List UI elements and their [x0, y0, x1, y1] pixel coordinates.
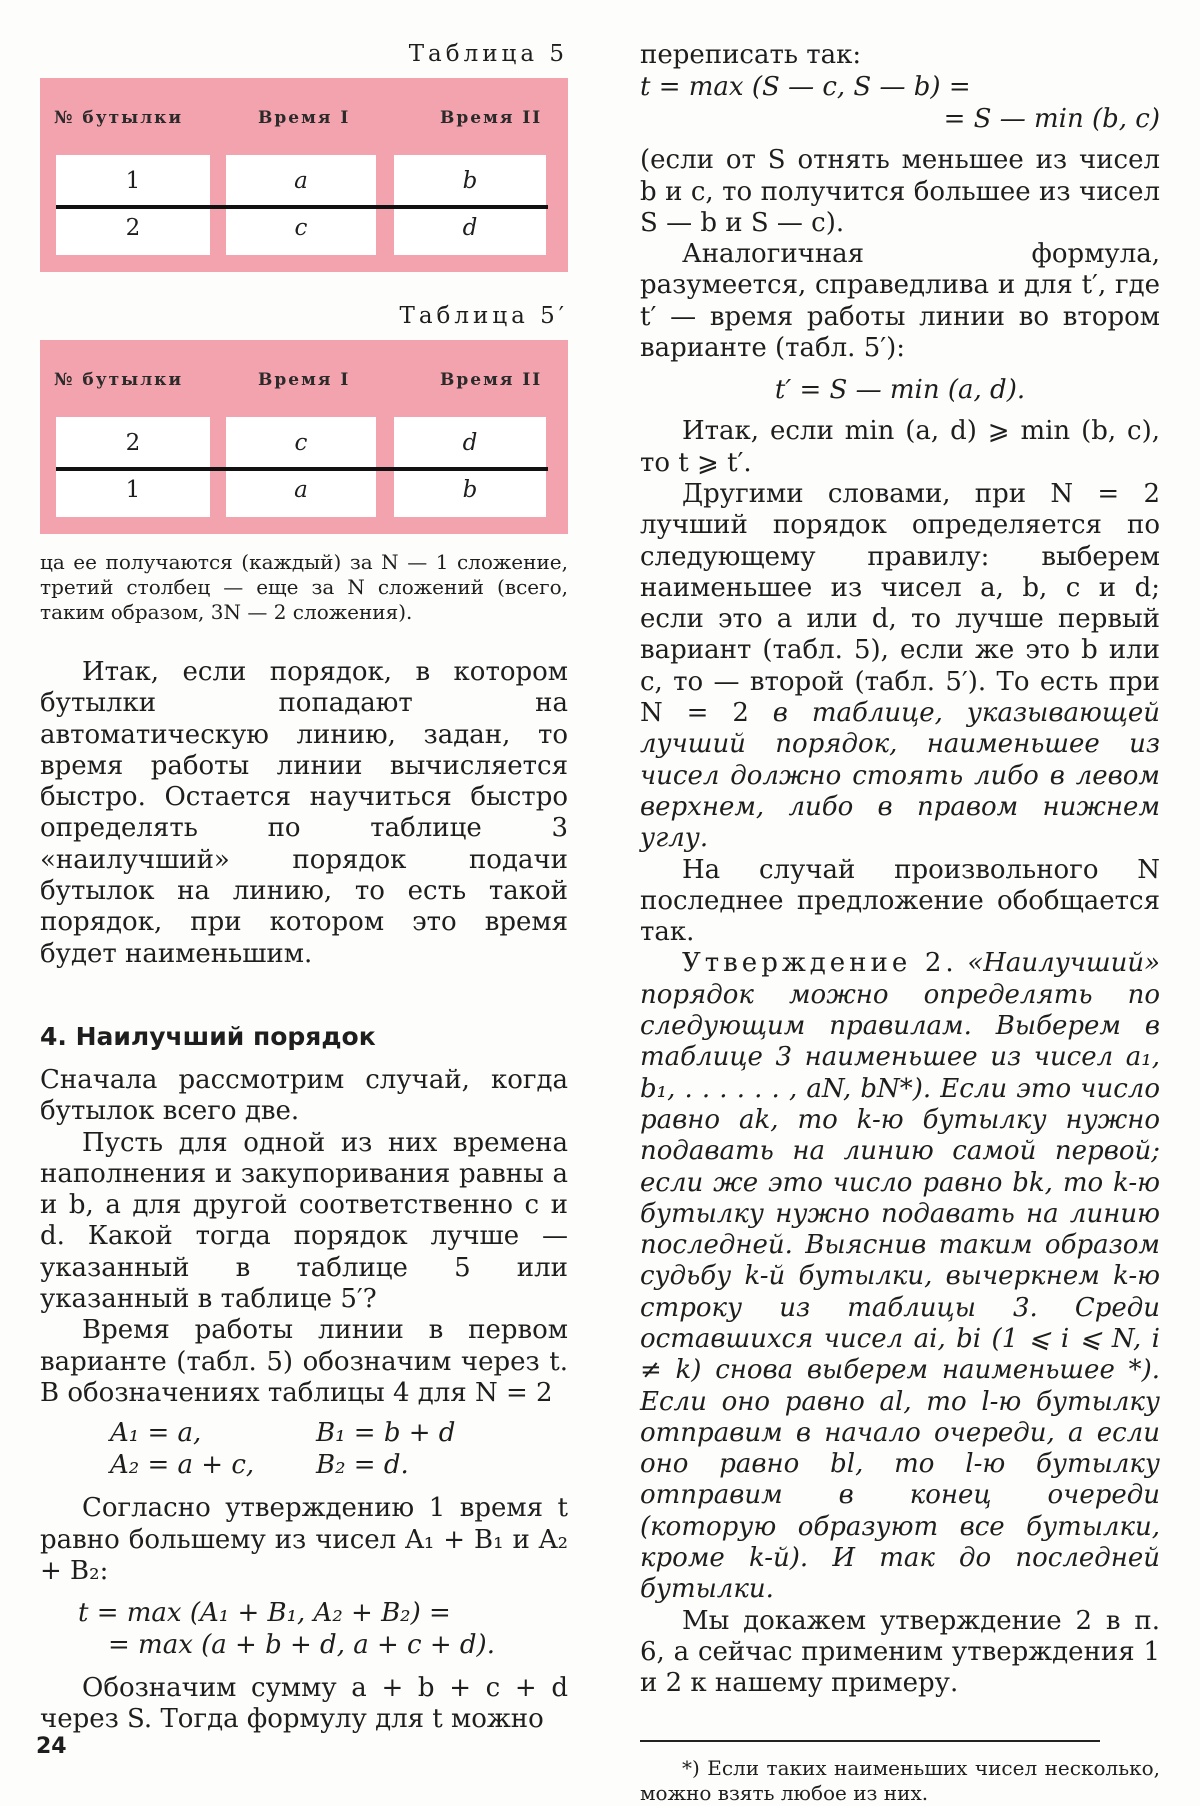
table-5-caption: Таблица 5	[408, 41, 568, 67]
formula-term: A₁ = a,	[110, 1418, 202, 1449]
formula-term: B₁ = b + d	[316, 1418, 456, 1449]
table-5p	[40, 340, 568, 534]
table-5p-header-time2: Время II	[440, 370, 543, 390]
claim-text: «Наилучший» порядок можно определять по следующим правилам. Выберем в таблице 3 наименьшее из чисел a₁, b₁, . . . . . . , aN, bN*). Если это число равно ak, то k-ю бутылку нужно подавать на линию самой первой; если же это число равно bk, то k-ю бутылку нужно подавать на линию последней. Выяснив таким образом судьбу k-й бутылки, вычеркнем k-ю строку из таблицы 3. Среди оставшихся чисел ai, bi (1 ⩽ i ⩽ N, i ≠ k) снова выберем наименьшее *). Если оно равно al, то l-ю бутылку отправим в начало очереди, а если оно равно bl, то l-ю бутылку отправим в конец очереди (которую образуют все бутылки, кроме k-й). И так до последней бутылки.	[640, 948, 1160, 1605]
paragraph-emphasis: в таблице, указывающей лучший порядок, наименьшее из чисел должно стоять либо в левом верхнем, либо в правом нижнем углу.	[640, 698, 1160, 854]
section-title: 4. Наилучший порядок	[40, 1021, 376, 1051]
table-5	[40, 78, 568, 272]
formula-s-line-1: t = max (S — c, S — b) =	[640, 72, 971, 103]
formula-notation	[110, 1417, 568, 1481]
table-5-cell: 2	[125, 215, 141, 241]
formula-max-line-1: t = max (A₁ + B₁, A₂ + B₂) =	[78, 1598, 451, 1629]
table-5p-cell: d	[462, 430, 478, 456]
table-5-cell: a	[294, 168, 308, 194]
table-5p-cell: 1	[125, 477, 141, 503]
formula-term: B₂ = d.	[316, 1450, 409, 1481]
table-5p-cell: a	[294, 477, 308, 503]
footnote: *) Если таких наименьших чисел несколько, можно взять любое из них.	[640, 1755, 1160, 1805]
paragraph: Время работы линии в первом варианте (табл. 5) обозначим через t. В обозначениях таблицы 4 для N = 2	[40, 1315, 568, 1408]
table-5-cell: d	[462, 215, 478, 241]
claim-label: Утверждение 2.	[682, 948, 958, 979]
paragraph: (если от S отнять меньшее из чисел b и c, то получится большее из чисел S — b и S — c).	[640, 145, 1160, 238]
formula-term: A₂ = a + c,	[110, 1450, 255, 1481]
table-5p-caption: Таблица 5′	[399, 303, 568, 329]
table-5-header-time1: Время I	[258, 108, 351, 128]
paragraph: Аналогичная формула, разумеется, справедлива и для t′, где t′ — время работы линии во втором варианте (табл. 5′):	[640, 239, 1160, 364]
claim-2	[640, 948, 1160, 1605]
formula-s-line-2: = S — min (b, c)	[943, 104, 1160, 135]
small-paragraph: ца ее получаются (каждый) за N — 1 сложение, третий столбец — еще за N сложений (всего, таким образом, 3N — 2 сложения).	[40, 550, 568, 624]
paragraph: Мы докажем утверждение 2 в п. 6, а сейчас применим утверждения 1 и 2 к нашему примеру.	[640, 1605, 1160, 1699]
right-column	[640, 40, 1160, 1806]
paragraph: Согласно утверждению 1 время t равно большему из чисел A₁ + B₁ и A₂ + B₂:	[40, 1493, 568, 1586]
table-5-cell: c	[294, 215, 308, 241]
footnote-divider	[640, 1740, 1100, 1742]
table-5-header-time2: Время II	[440, 108, 543, 128]
paragraph	[640, 479, 1160, 855]
table-5p-header-time1: Время I	[258, 370, 351, 390]
paragraph-text: Другими словами, при N = 2 лучший порядок определяется по следующему правилу: выберем наименьшее из чисел a, b, c и d; если это a или d, то лучше первый вариант (табл. 5), если же это b или c, то — второй (табл. 5′). То есть при N = 2	[640, 478, 1160, 729]
table-5p-row-divider	[56, 467, 548, 471]
paragraph: Сначала рассмотрим случай, когда бутылок всего две.	[40, 1064, 568, 1127]
table-5-cell: b	[462, 168, 478, 194]
paragraph: Итак, если min (a, d) ⩾ min (b, c), то t ⩾ t′.	[640, 416, 1160, 478]
formula-t-prime: t′ = S — min (a, d).	[774, 375, 1026, 406]
table-5p-cell: b	[462, 477, 478, 503]
page-number: 24	[36, 1734, 67, 1759]
formula-max-line-2: = max (a + b + d, a + c + d).	[108, 1630, 495, 1661]
paragraph: переписать так:	[640, 40, 862, 70]
paragraph: Пусть для одной из них времена наполнения и закупоривания равны a и b, а для другой соответственно c и d. Какой тогда порядок лучше — указанный в таблице 5 или указанный в таблице 5′?	[40, 1127, 568, 1315]
table-5-row-divider	[56, 205, 548, 209]
paragraph: Обозначим сумму a + b + c + d через S. Тогда формулу для t можно	[40, 1673, 568, 1735]
table-5p-header-bottle: № бутылки	[54, 370, 184, 390]
paragraph: Итак, если порядок, в котором бутылки попадают на автоматическую линию, задан, то время работы линии вычисляется быстро. Остается научиться быстро определять по таблице 3 «наилучший» порядок подачи бутылок на линию, то есть такой порядок, при котором это время будет наименьшим.	[40, 657, 568, 969]
table-5p-cell: c	[294, 430, 308, 456]
paragraph: На случай произвольного N последнее предложение обобщается так.	[640, 854, 1160, 948]
table-5-cell: 1	[125, 168, 141, 194]
table-5-header-bottle: № бутылки	[54, 108, 184, 128]
left-column	[40, 40, 568, 1736]
table-5p-cell: 2	[125, 430, 141, 456]
